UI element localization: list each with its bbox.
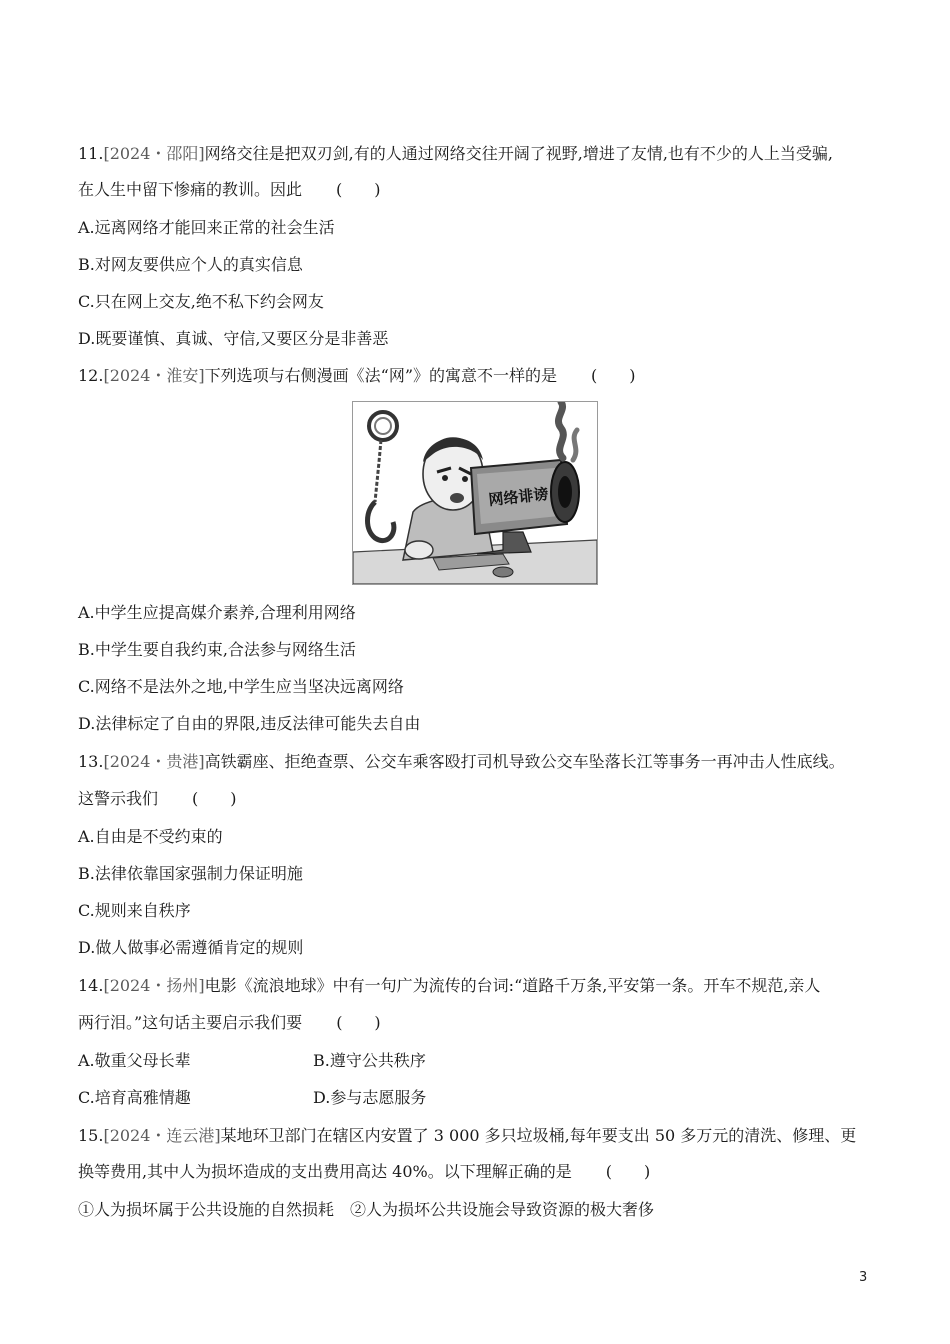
q13-stem-line2 — [78, 789, 237, 809]
q15-statements: ①人为损坏属于公共设施的自然损耗 ②人为损坏公共设施会导致资源的极大奢侈 — [78, 1200, 655, 1219]
q11-option-a: A.远离网络才能回来正常的社会生活 — [78, 218, 335, 237]
q14-stem-text2: 两行泪。”这句话主要启示我们要 — [78, 1013, 303, 1032]
q14-option-c: C.培育高雅情趣 — [78, 1088, 191, 1107]
q15-stem-line1 — [78, 1126, 856, 1146]
q11-stem-text2: 在人生中留下惨痛的教训。因此 — [78, 180, 303, 199]
q14-stem-line1 — [78, 976, 820, 996]
q13-option-d: D.做人做事必需遵循肯定的规则 — [78, 938, 304, 957]
q14-stem-text: 电影《流浪地球》中有一句广为流传的台词:“道路千万条,平安第一条。开车不规范,亲人 — [204, 976, 821, 995]
q12-option-a: A.中学生应提高媒介素养,合理利用网络 — [78, 603, 356, 622]
q15-source: [2024・连云港] — [103, 1126, 221, 1145]
q15-answer-blank: ( ) — [605, 1162, 651, 1181]
q11-number: 11. — [78, 144, 104, 163]
q11-stem-line1 — [78, 144, 833, 164]
q12-option-d: D.法律标定了自由的界限,违反法律可能失去自由 — [78, 714, 421, 733]
q12-stem-text: 下列选项与右侧漫画《法“网”》的寓意不一样的是 — [204, 366, 558, 385]
q13-option-c: C.规则来自秩序 — [78, 901, 191, 920]
cartoon-label: 网络诽谤 — [487, 484, 550, 510]
page-number: 3 — [859, 1270, 868, 1285]
q13-number: 13. — [78, 752, 104, 771]
q12-option-b: B.中学生要自我约束,合法参与网络生活 — [78, 640, 356, 659]
q13-answer-blank: ( ) — [192, 789, 237, 808]
q15-number: 15. — [78, 1126, 104, 1145]
cartoon-figure — [352, 401, 598, 585]
q13-stem-text2: 这警示我们 — [78, 789, 159, 808]
q13-stem-line1 — [78, 752, 845, 772]
q15-stem-text2: 换等费用,其中人为损坏造成的支出费用高达 40%。以下理解正确的是 — [78, 1162, 572, 1181]
q15-stem-line2 — [78, 1162, 650, 1182]
q14-option-d: D.参与志愿服务 — [313, 1088, 427, 1107]
q12-answer-blank: ( ) — [591, 366, 636, 385]
q12-option-c: C.网络不是法外之地,中学生应当坚决远离网络 — [78, 677, 404, 696]
q14-option-a: A.敬重父母长辈 — [78, 1051, 191, 1070]
q11-answer-blank: ( ) — [336, 180, 381, 199]
q14-answer-blank: ( ) — [336, 1013, 381, 1032]
q12-stem-line1 — [78, 366, 636, 386]
q13-source: [2024・贵港] — [103, 752, 205, 771]
q11-option-d: D.既要谨慎、真诚、守信,又要区分是非善恶 — [78, 329, 389, 348]
q14-stem-line2 — [78, 1013, 381, 1033]
cartoon-illustration — [353, 402, 597, 584]
q11-source: [2024・邵阳] — [103, 144, 205, 163]
q14-number: 14. — [78, 976, 104, 995]
q13-option-a: A.自由是不受约束的 — [78, 827, 223, 846]
q12-number: 12. — [78, 366, 104, 385]
q11-stem-line2 — [78, 180, 381, 200]
q11-option-c: C.只在网上交友,绝不私下约会网友 — [78, 292, 324, 311]
q12-source: [2024・淮安] — [103, 366, 205, 385]
q13-stem-text: 高铁霸座、拒绝查票、公交车乘客殴打司机导致公交车坠落长江等事务一再冲击人性底线。 — [204, 752, 845, 771]
q14-option-b: B.遵守公共秩序 — [313, 1051, 426, 1070]
q14-source: [2024・扬州] — [103, 976, 205, 995]
q11-option-b: B.对网友要供应个人的真实信息 — [78, 255, 303, 274]
q15-stem-text: 某地环卫部门在辖区内安置了 3 000 多只垃圾桶,每年要支出 50 多万元的清洗、修理、更 — [220, 1126, 857, 1145]
q13-option-b: B.法律依靠国家强制力保证明施 — [78, 864, 303, 883]
q11-stem-text: 网络交往是把双刃剑,有的人通过网络交往开阔了视野,增进了友情,也有不少的人上当受骗, — [204, 144, 834, 163]
